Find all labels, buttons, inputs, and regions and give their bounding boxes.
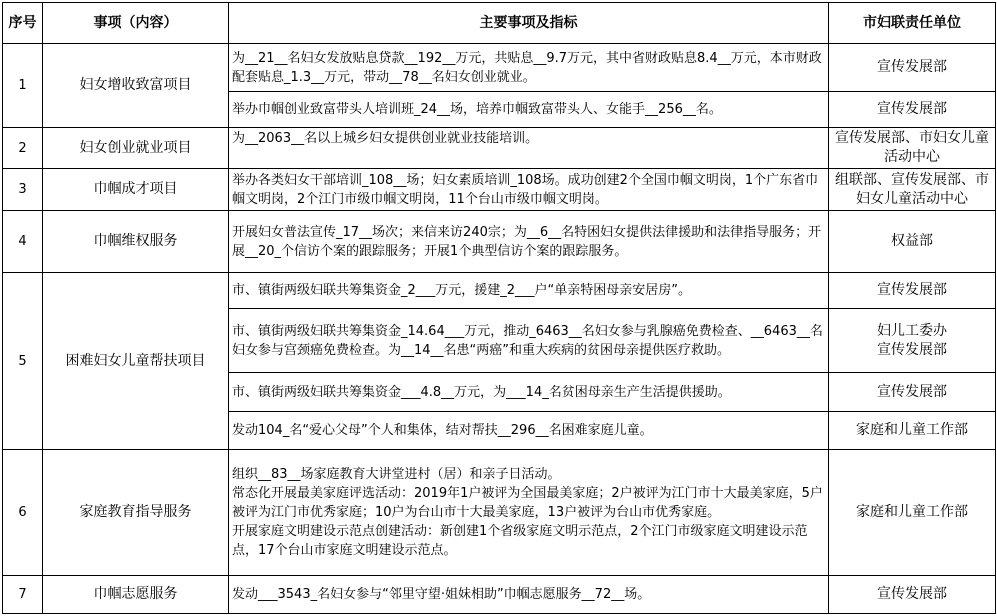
row-unit: 宣传发展部 [829,576,996,614]
row-item: 巾帼志愿服务 [43,576,229,614]
task-table [2,2,996,614]
row-detail: 为__21__名妇女发放贴息贷款__192__万元，共贴息__9.7万元，其中省财政贴息8.4__万元，本市财政配套贴息_1.3__万元，带动__78__名妇女创业就业。 [229,44,829,92]
row-unit: 妇儿工委办 宣传发展部 [829,309,996,373]
row-detail: 市、镇街两级妇联共筹集资金_2___万元，援建_2___户“单亲特困母亲安居房”。 [229,273,829,309]
row-number: 3 [3,169,43,211]
row-number: 4 [3,211,43,273]
row-item: 妇女创业就业项目 [43,128,229,169]
row-unit: 组联部、宣传发展部、市妇女儿童活动中心 [829,169,996,211]
row-unit: 家庭和儿童工作部 [829,450,996,576]
row-number: 7 [3,576,43,614]
table-row [3,44,996,92]
row-unit: 宣传发展部、市妇女儿童活动中心 [829,128,996,169]
row-number: 2 [3,128,43,169]
row-item: 家庭教育指导服务 [43,450,229,576]
table-row [3,128,996,169]
row-item: 巾帼维权服务 [43,211,229,273]
row-detail: 市、镇街两级妇联共筹集资金___4.8__万元，为___14_名贫困母亲生产生活提供援助。 [229,373,829,412]
row-number: 6 [3,450,43,576]
table-row [3,273,996,309]
row-number: 5 [3,273,43,450]
row-item: 困难妇女儿童帮扶项目 [43,273,229,450]
row-unit: 家庭和儿童工作部 [829,412,996,450]
row-item: 巾帼成才项目 [43,169,229,211]
table-row [3,450,996,576]
row-detail: 组织__83__场家庭教育大讲堂进村（居）和亲子日活动。 常态化开展最美家庭评选活动：2019年1户被评为全国最美家庭；2户被评为江门市十大最美家庭，5户被评为江门市优秀家庭；10户为台山市十大最美家庭，13户被评为台山市优秀家庭。 开展家庭文明建设示范点创建活动：新创建1个省级家庭文明示范点，2个江门市级家庭文明建设示范点，17个台山市家庭文明建设示范点。 [229,450,829,576]
row-unit: 宣传发展部 [829,373,996,412]
row-item: 妇女增收致富项目 [43,44,229,128]
header-item: 事项（内容） [43,3,229,44]
row-unit: 宣传发展部 [829,44,996,92]
row-number: 1 [3,44,43,128]
row-unit: 权益部 [829,211,996,273]
header-unit: 市妇联责任单位 [829,3,996,44]
row-detail: 开展妇女普法宣传_17__场次；来信来访240宗；为__6__名特困妇女提供法律援助和法律指导服务；开展__20_个信访个案的跟踪服务；开展1个典型信访个案的跟踪服务。 [229,211,829,273]
header-row [3,3,996,44]
table-row [3,576,996,614]
header-no: 序号 [3,3,43,44]
row-detail: 发动104_名“爱心父母”个人和集体，结对帮扶__296__名困难家庭儿童。 [229,412,829,450]
row-detail: 为__2063__名以上城乡妇女提供创业就业技能培训。 [229,128,829,169]
table-row [3,211,996,273]
table-row [3,169,996,211]
row-unit: 宣传发展部 [829,92,996,128]
row-detail: 举办各类妇女干部培训_108__场；妇女素质培训_108场。成功创建2个全国巾帼文明岗，1个广东省巾帼文明岗，2个江门市级巾帼文明岗，11个台山市级巾帼文明岗。 [229,169,829,211]
row-detail: 举办巾帼创业致富带头人培训班_24__场，培养巾帼致富带头人、女能手__256__名。 [229,92,829,128]
row-detail: 市、镇街两级妇联共筹集资金_14.64___万元，推动_6463__名妇女参与乳腺癌免费检查、__6463__名妇女参与宫颈癌免费检查。为__14__名患“两癌”和重大疾病的贫困母亲提供医疗救助。 [229,309,829,373]
row-detail: 发动___3543_名妇女参与“邻里守望·姐妹相助”巾帼志愿服务__72__场。 [229,576,829,614]
header-detail: 主要事项及指标 [229,3,829,44]
row-unit: 宣传发展部 [829,273,996,309]
